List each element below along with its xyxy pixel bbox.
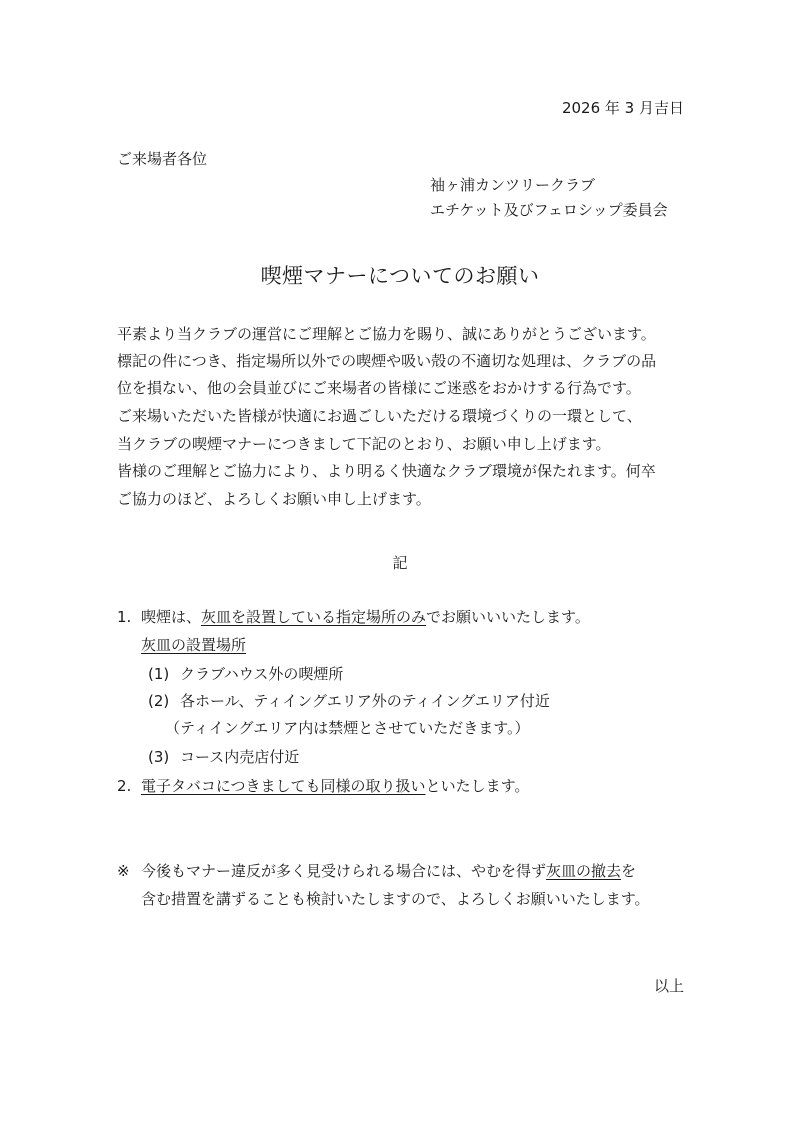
location-text: コース内売店付近 (180, 748, 300, 766)
ki-heading: 記 (392, 554, 408, 572)
document-date: 2026 年 3 月吉日 (561, 99, 684, 117)
location-note: （ティイングエリア内は禁煙とさせていただきます。） (165, 719, 530, 737)
notice-line2: 含む措置を講ずることも検討いたしますので、よろしくお願いいたします。 (141, 890, 650, 908)
item1-number: 1. (117, 608, 132, 626)
body-line: 皆様のご理解とご協力により、より明るく快適なクラブ環境が保たれます。何卒 (117, 462, 656, 480)
item1-suffix: でお願いいいたします。 (426, 608, 590, 626)
recipient: ご来場者各位 (117, 150, 208, 168)
body-line: ご来場いただいた皆様が快適にお過ごしいただける環境づくりの一環として、 (117, 407, 642, 425)
item2-underlined: 電子タバコにつきましても同様の取り扱い (141, 777, 426, 795)
notice-line1 (141, 864, 636, 879)
item1-text (141, 610, 590, 625)
body-line: ご協力のほど、よろしくお願い申し上げます。 (117, 490, 431, 508)
locations-heading: 灰皿の設置場所 (141, 636, 247, 654)
notice-underlined: 灰皿の撤去 (546, 862, 622, 880)
closing: 以上 (653, 977, 684, 995)
sender-organization: 袖ヶ浦カンツリークラブ (430, 176, 596, 194)
item2-text (141, 779, 529, 794)
body-line: 位を損ない、他の会員並びにご来場者の皆様にご迷惑をおかけする行為です。 (117, 379, 641, 397)
item2-number: 2. (117, 777, 132, 795)
body-line: 平素より当クラブの運営にご理解とご協力を賜り、誠にありがとうございます。 (117, 325, 656, 343)
item2-suffix: といたします。 (425, 777, 530, 795)
document-title: 喫煙マナーについてのお願い (260, 264, 540, 288)
notice-line1-suffix: を (621, 862, 637, 880)
notice-line1-prefix: 今後もマナー違反が多く見受けられる場合には、やむを得ず (141, 862, 547, 880)
body-line: 当クラブの喫煙マナーにつきまして下記のとおり、お願い申し上げます。 (117, 435, 611, 453)
location-number: (3) (148, 748, 170, 766)
item1-prefix: 喫煙は、 (141, 608, 202, 626)
location-text: 各ホール、ティイングエリア外のティイングエリア付近 (180, 692, 550, 710)
location-text: クラブハウス外の喫煙所 (180, 665, 344, 683)
location-number: (1) (148, 665, 170, 683)
body-line: 標記の件につき、指定場所以外での喫煙や吸い殻の不適切な処理は、クラブの品 (117, 352, 657, 370)
notice-mark: ※ (117, 862, 130, 880)
item1-underlined: 灰皿を設置している指定場所のみ (201, 608, 427, 626)
location-number: (2) (148, 692, 170, 710)
sender-committee: エチケット及びフェロシップ委員会 (430, 201, 668, 219)
